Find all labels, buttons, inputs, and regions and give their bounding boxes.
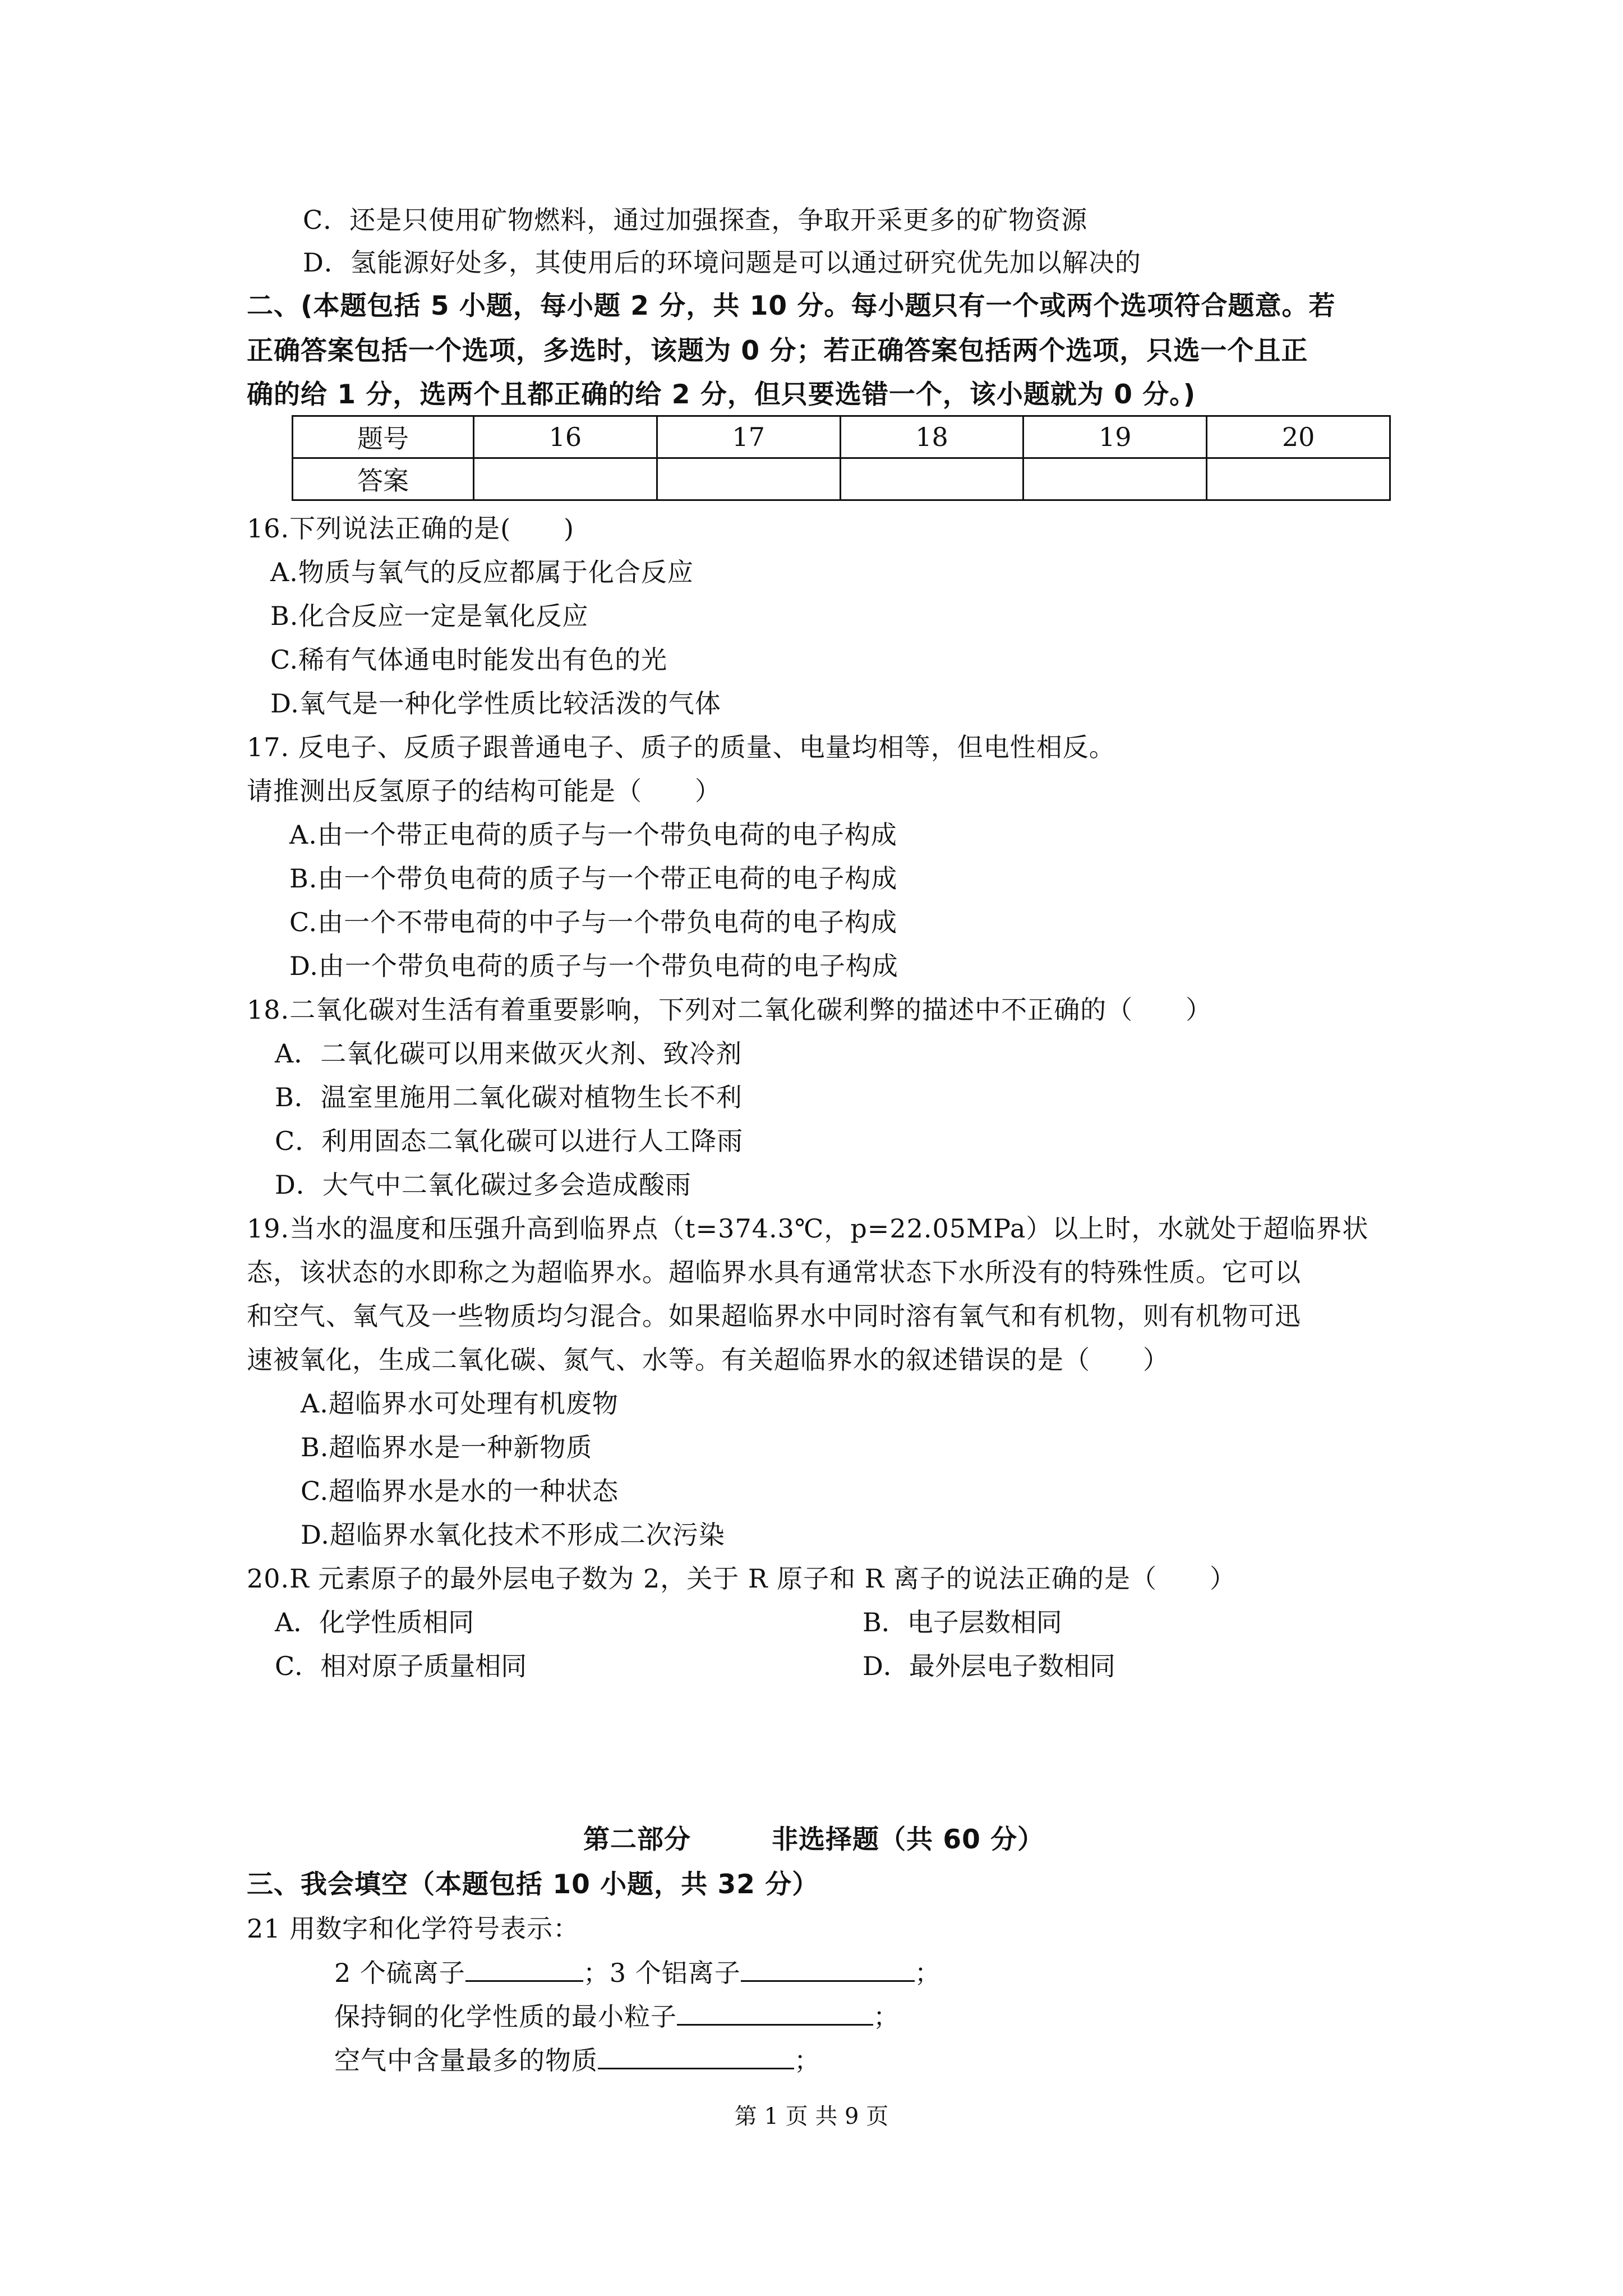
answer-table xyxy=(292,415,1391,501)
q19-stem-line4: 速被氧化，生成二氧化碳、氮气、水等。有关超临界水的叙述错误的是（ ） xyxy=(247,1345,1169,1375)
q21-copper-particle-label: 保持铜的化学性质的最小粒子 xyxy=(334,2001,677,2032)
q19-stem-line3: 和空气、氧气及一些物质均匀混合。如果超临界水中同时溶有氧气和有机物，则有机物可迅 xyxy=(247,1301,1301,1331)
q18-option-c: C．利用固态二氧化碳可以进行人工降雨 xyxy=(275,1126,744,1156)
q16-option-b: B.化合反应一定是氧化反应 xyxy=(270,601,589,631)
q19-option-d: D.超临界水氧化技术不形成二次污染 xyxy=(301,1520,725,1550)
prev-option-d: D．氢能源好处多，其使用后的环境问题是可以通过研究优先加以解决的 xyxy=(303,247,1141,278)
answer-cell[interactable] xyxy=(1207,458,1390,500)
q21-line2 xyxy=(334,1999,900,2033)
q17-stem-line1: 17. 反电子、反质子跟普通电子、质子的质量、电量均相等，但电性相反。 xyxy=(247,732,1115,762)
q19-option-c: C.超临界水是水的一种状态 xyxy=(301,1476,619,1506)
q17-option-c: C.由一个不带电荷的中子与一个带负电荷的电子构成 xyxy=(289,907,898,937)
q21-aluminum-ion-blank[interactable] xyxy=(741,1955,915,1982)
answer-cell[interactable] xyxy=(474,458,657,500)
q20-option-d: D．最外层电子数相同 xyxy=(863,1651,1115,1681)
q21-sulfide-ion-label: 2 个硫离子 xyxy=(334,1958,465,1988)
q21-line3 xyxy=(334,2043,820,2077)
q18-option-a: A．二氧化碳可以用来做灭火剂、致冷剂 xyxy=(275,1038,743,1069)
q19-option-b: B.超临界水是一种新物质 xyxy=(301,1432,593,1462)
section2-heading-line2: 正确答案包括一个选项，多选时，该题为 0 分；若正确答案包括两个选项，只选一个且正 xyxy=(247,335,1308,366)
q21-sulfide-ion-blank[interactable] xyxy=(465,1955,583,1982)
answer-cell[interactable] xyxy=(1023,458,1207,500)
answer-cell[interactable] xyxy=(657,458,840,500)
q21-aluminum-ion-label: ；3 个铝离子 xyxy=(583,1958,741,1988)
part2-title: 第二部分 非选择题（共 60 分） xyxy=(583,1824,1045,1855)
q18-option-b: B．温室里施用二氧化碳对植物生长不利 xyxy=(275,1082,743,1112)
q19-option-a: A.超临界水可处理有机废物 xyxy=(301,1388,619,1419)
q21-copper-particle-blank[interactable] xyxy=(677,1999,873,2026)
table-cell-number: 20 xyxy=(1207,416,1390,458)
q20-option-b: B．电子层数相同 xyxy=(863,1607,1062,1637)
answer-table-answer-row xyxy=(293,458,1390,500)
q20-option-a: A．化学性质相同 xyxy=(275,1607,474,1637)
q21-line2-end: ； xyxy=(873,2001,900,2032)
prev-option-c: C．还是只使用矿物燃料，通过加强探查，争取开采更多的矿物资源 xyxy=(303,205,1088,235)
q21-air-substance-label: 空气中含量最多的物质 xyxy=(334,2045,598,2076)
q21-line1-end: ； xyxy=(914,1958,941,1988)
q21-line3-end: ； xyxy=(794,2045,820,2076)
answer-cell[interactable] xyxy=(840,458,1023,500)
q19-stem-line2: 态，该状态的水即称之为超临界水。超临界水具有通常状态下水所没有的特殊性质。它可以 xyxy=(247,1257,1301,1287)
section3-heading: 三、我会填空（本题包括 10 小题，共 32 分） xyxy=(247,1869,819,1900)
table-label-number: 题号 xyxy=(293,416,474,458)
table-cell-number: 17 xyxy=(657,416,840,458)
table-cell-number: 19 xyxy=(1023,416,1207,458)
table-label-answer: 答案 xyxy=(293,458,474,500)
q17-option-d: D.由一个带负电荷的质子与一个带负电荷的电子构成 xyxy=(289,951,898,981)
q18-option-d: D．大气中二氧化碳过多会造成酸雨 xyxy=(275,1170,691,1200)
q17-option-b: B.由一个带负电荷的质子与一个带正电荷的电子构成 xyxy=(289,863,898,894)
q19-stem-line1: 19.当水的温度和压强升高到临界点（t=374.3℃，p=22.05MPa）以上时，水就处于超临界状 xyxy=(247,1213,1369,1244)
q18-stem: 18.二氧化碳对生活有着重要影响，下列对二氧化碳利弊的描述中不正确的（ ） xyxy=(247,995,1212,1025)
q20-option-c: C．相对原子质量相同 xyxy=(275,1651,527,1681)
q17-option-a: A.由一个带正电荷的质子与一个带负电荷的电子构成 xyxy=(289,820,897,850)
q17-stem-line2: 请推测出反氢原子的结构可能是（ ） xyxy=(247,776,721,806)
q16-option-c: C.稀有气体通电时能发出有色的光 xyxy=(270,645,668,675)
answer-table-number-row xyxy=(293,416,1390,458)
section2-heading-line3: 确的给 1 分，选两个且都正确的给 2 分，但只要选错一个，该小题就为 0 分。) xyxy=(247,379,1196,410)
table-cell-number: 16 xyxy=(474,416,657,458)
q16-stem: 16.下列说法正确的是( ) xyxy=(247,513,575,544)
q16-option-d: D.氧气是一种化学性质比较活泼的气体 xyxy=(270,688,721,719)
q21-line1 xyxy=(334,1955,941,1990)
q16-option-a: A.物质与氧气的反应都属于化合反应 xyxy=(270,557,694,587)
q21-stem: 21 用数字和化学符号表示： xyxy=(247,1913,580,1944)
q20-stem: 20.R 元素原子的最外层电子数为 2，关于 R 原子和 R 离子的说法正确的是（ ） xyxy=(247,1563,1237,1594)
q21-air-substance-blank[interactable] xyxy=(598,2043,794,2069)
section2-heading-line1: 二、(本题包括 5 小题，每小题 2 分，共 10 分。每小题只有一个或两个选项符合题意。若 xyxy=(247,291,1336,321)
table-cell-number: 18 xyxy=(840,416,1023,458)
page-number-footer: 第 1 页 共 9 页 xyxy=(734,2104,889,2129)
